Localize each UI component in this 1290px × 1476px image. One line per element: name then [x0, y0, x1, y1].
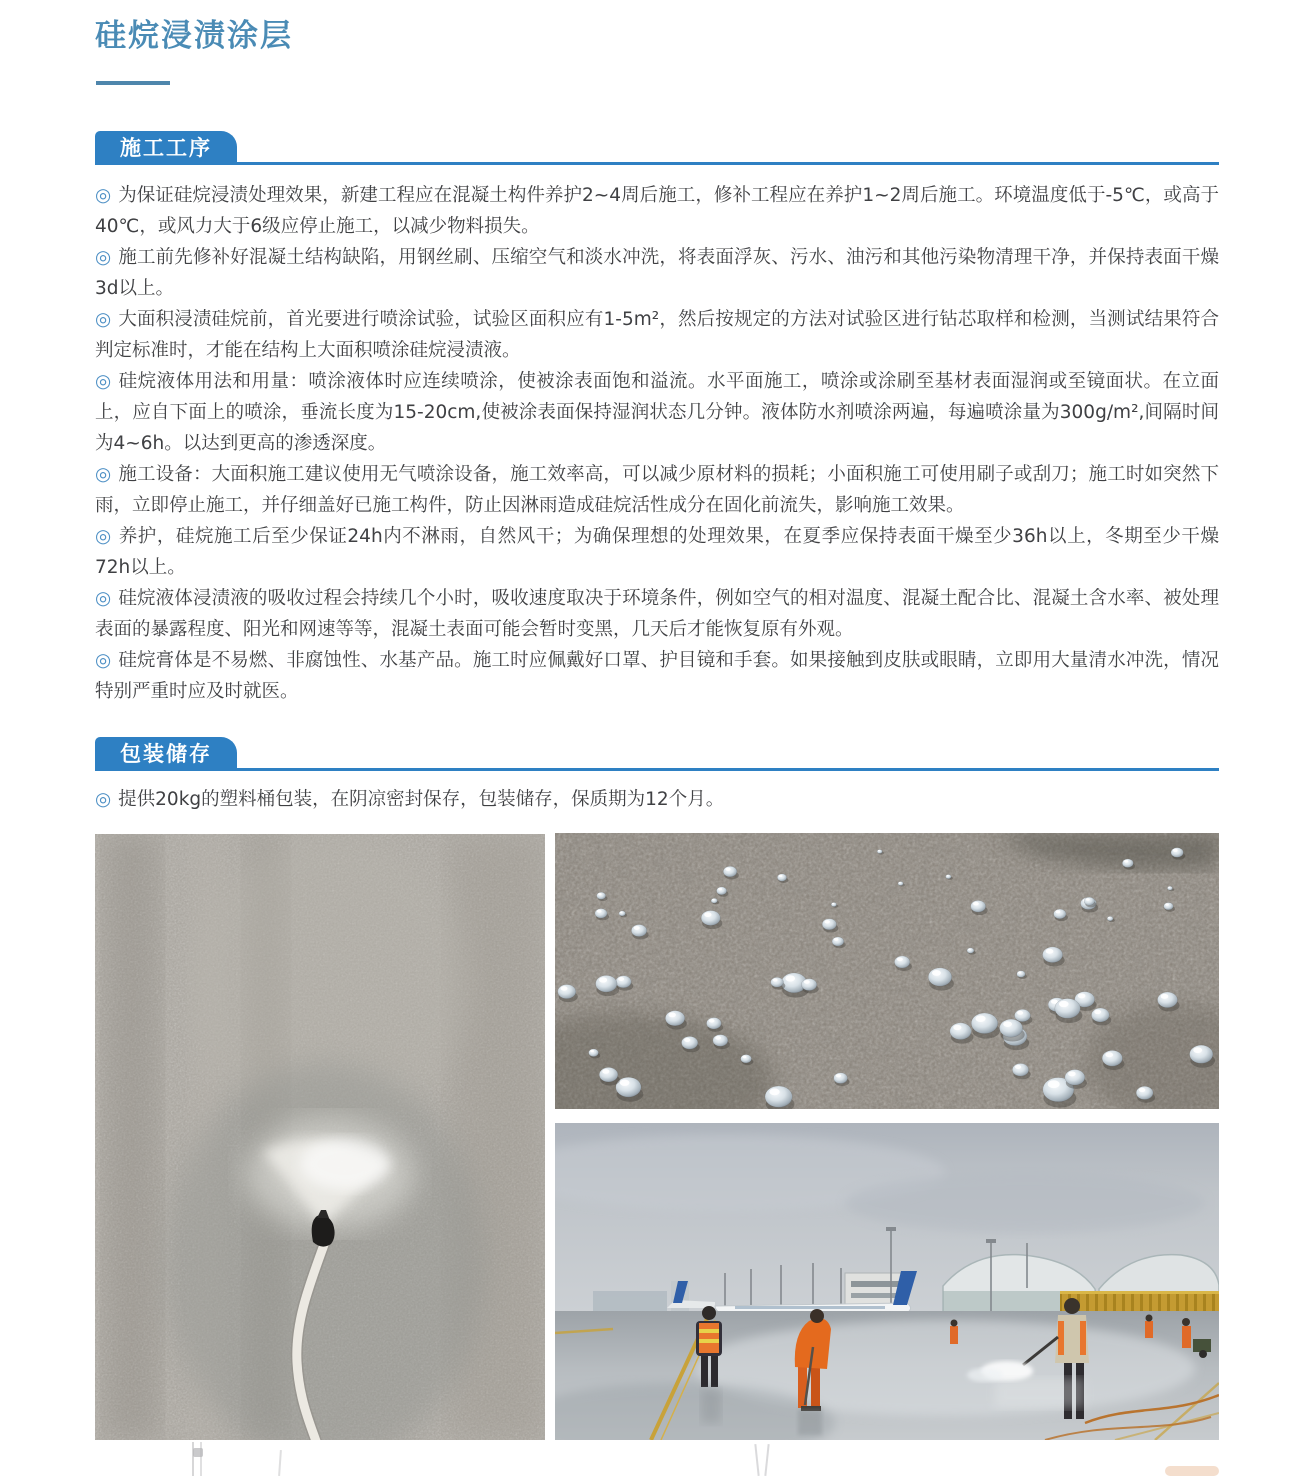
page-bottom-artifact — [192, 1442, 194, 1476]
bullet-list-storage — [95, 784, 1219, 815]
title-underline — [96, 81, 170, 85]
bullet-icon: ◎ — [95, 464, 112, 485]
page-bottom-artifact — [764, 1444, 769, 1476]
bullet-text: 硅烷液体浸渍液的吸收过程会持续几个小时，吸收速度取决于环境条件，例如空气的相对温度、混凝土配合比、混凝土含水率、被处理表面的暴露程度、阳光和网速等等，混凝土表面可能会暂时变黑，几天后才能恢复原有外观。 — [95, 588, 1219, 640]
bullet-icon: ◎ — [95, 650, 112, 671]
bullet-item — [95, 366, 1219, 459]
photo-wall-spray — [95, 834, 545, 1440]
bullet-item — [95, 304, 1219, 366]
bullet-icon: ◎ — [95, 185, 112, 206]
bullet-text: 施工设备：大面积施工建议使用无气喷涂设备，施工效率高，可以减少原材料的损耗；小面积施工可使用刷子或刮刀；施工时如突然下雨，立即停止施工，并仔细盖好已施工构件，防止因淋雨造成硅烷活性成分在固化前流失，影响施工效果。 — [95, 464, 1219, 516]
bullet-item — [95, 242, 1219, 304]
page-bottom-artifact — [193, 1448, 203, 1457]
bullet-text: 大面积浸渍硅烷前，首光要进行喷涂试验，试验区面积应有1-5m²，然后按规定的方法对试验区进行钻芯取样和检测，当测试结果符合判定标准时，才能在结构上大面积喷涂硅烷浸渍液。 — [95, 309, 1219, 361]
bullet-icon: ◎ — [95, 371, 112, 392]
bullet-text: 养护，硅烷施工后至少保证24h内不淋雨，自然风干；为确保理想的处理效果，在夏季应保持表面干燥至少36h以上，冬期至少干燥72h以上。 — [95, 526, 1219, 578]
bullet-item — [95, 645, 1219, 707]
heading-underline — [95, 768, 1219, 771]
bullet-item — [95, 583, 1219, 645]
heading-underline — [95, 162, 1219, 165]
bullet-icon: ◎ — [95, 526, 112, 547]
bullet-icon: ◎ — [95, 789, 112, 810]
bullet-item — [95, 459, 1219, 521]
bullet-icon: ◎ — [95, 247, 112, 268]
page-bottom-artifact — [278, 1450, 282, 1476]
bullet-text: 施工前先修补好混凝土结构缺陷，用钢丝刷、压缩空气和淡水冲洗，将表面浮灰、污水、油污和其他污染物清理干净，并保持表面干燥3d以上。 — [95, 247, 1219, 299]
photo-water-beading — [555, 833, 1219, 1109]
bullet-text: 提供20kg的塑料桶包装，在阴凉密封保存，包装储存，保质期为12个月。 — [118, 789, 725, 810]
bullet-text: 硅烷膏体是不易燃、非腐蚀性、水基产品。施工时应佩戴好口罩、护目镜和手套。如果接触到皮肤或眼睛，立即用大量清水冲洗，情况特别严重时应及时就医。 — [95, 650, 1219, 702]
photo-airport-washing — [555, 1123, 1219, 1440]
bullet-text: 为保证硅烷浸渍处理效果，新建工程应在混凝土构件养护2~4周后施工，修补工程应在养护1~2周后施工。环境温度低于-5℃，或高于40℃，或风力大于6级应停止施工，以减少物料损失。 — [95, 185, 1219, 237]
bullet-item — [95, 521, 1219, 583]
bullet-item — [95, 784, 1219, 815]
page-bottom-artifact — [1165, 1466, 1219, 1476]
section-procedure-badge — [95, 131, 237, 165]
page-bottom-artifact — [754, 1444, 759, 1476]
bullet-text: 硅烷液体用法和用量：喷涂液体时应连续喷涂，使被涂表面饱和溢流。水平面施工，喷涂或涂刷至基材表面湿润或至镜面状。在立面上，应自下面上的喷涂，垂流长度为15-20cm,使被涂表面保持湿润状态几分钟。液体防水剂喷涂两遍，每遍喷涂量为300g/m²,间隔时间为4~6h。以达到更高的渗透深度。 — [95, 371, 1219, 454]
bullet-icon: ◎ — [95, 588, 112, 609]
section-heading-label: 包装储存 — [120, 742, 212, 766]
bullet-item — [95, 180, 1219, 242]
bullet-list-procedure — [95, 180, 1219, 707]
page-bottom-artifact — [200, 1442, 202, 1476]
section-heading-label: 施工工序 — [120, 136, 212, 160]
page-title: 硅烷浸渍涂层 — [95, 18, 293, 54]
section-storage-badge — [95, 737, 237, 771]
bullet-icon: ◎ — [95, 309, 112, 330]
